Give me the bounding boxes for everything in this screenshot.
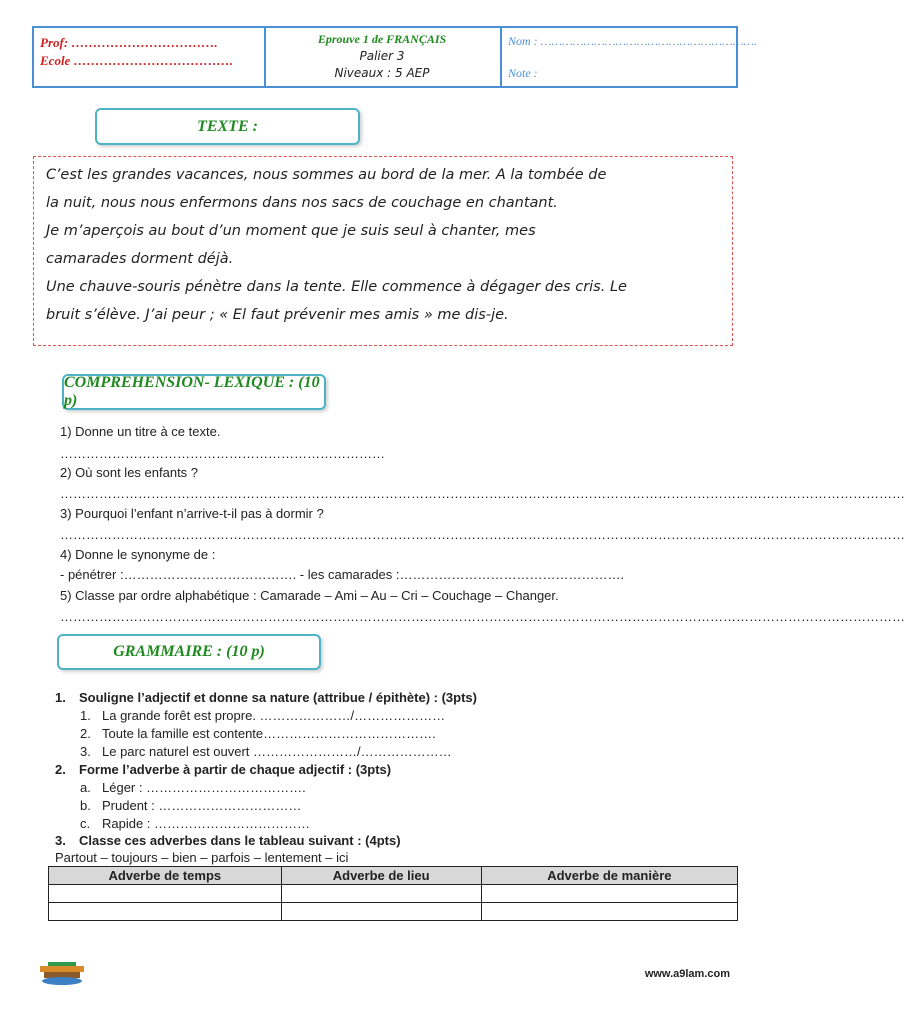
adverb-word-list: Partout – toujours – bien – parfois – lentement – ici xyxy=(55,850,349,865)
note-field[interactable]: Note : xyxy=(508,66,538,80)
exercise-3-number: 3. xyxy=(55,833,66,848)
question-2: 2) Où sont les enfants ? xyxy=(60,465,199,480)
ex2-item[interactable]: Léger : ………………………………. xyxy=(102,780,306,795)
text-line: bruit s’élève. J’ai peur ; « El faut prévenir mes amis » me dis-je. xyxy=(46,307,509,323)
table-row xyxy=(49,903,738,921)
ex2-item-letter: a. xyxy=(80,780,91,795)
ex1-item[interactable]: Toute la famille est contente…………………………………. xyxy=(102,726,436,741)
header-temps: Adverbe de temps xyxy=(49,867,282,885)
answer-line-2[interactable]: …………………………………………………………………………………………………………………………………………………………………………… xyxy=(60,486,905,501)
ex2-item-letter: c. xyxy=(80,816,91,831)
exercise-1-instruction: Souligne l’adjectif et donne sa nature (attribue / épithète) : (3pts) xyxy=(79,690,477,705)
site-url[interactable]: www.a9lam.com xyxy=(644,968,730,980)
text-line: C’est les grandes vacances, nous sommes au bord de la mer. A la tombée de xyxy=(46,167,607,183)
table-cell[interactable] xyxy=(49,885,282,903)
grammaire-title: GRAMMAIRE : (10 p) xyxy=(113,643,265,660)
ecole-field[interactable]: Ecole ………………………………. xyxy=(40,53,233,68)
exercise-2-instruction: Forme l’adverbe à partir de chaque adjectif : (3pts) xyxy=(79,762,392,777)
grammaire-title-box xyxy=(57,634,321,670)
table-cell[interactable] xyxy=(481,885,737,903)
answer-line-1[interactable]: ………………………………………………………………… xyxy=(60,446,385,461)
table-cell[interactable] xyxy=(49,903,282,921)
question-1: 1) Donne un titre à ce texte. xyxy=(60,424,221,439)
header-lieu: Adverbe de lieu xyxy=(281,867,481,885)
table-cell[interactable] xyxy=(281,903,481,921)
header-maniere: Adverbe de manière xyxy=(481,867,737,885)
table-cell[interactable] xyxy=(481,903,737,921)
nom-cell xyxy=(502,28,758,86)
table-row xyxy=(49,885,738,903)
comprehension-title: COMPREHENSION- LEXIQUE : (10 p) xyxy=(64,374,320,409)
ex1-item-number: 3. xyxy=(80,744,91,759)
exercise-1-number: 1. xyxy=(55,690,66,705)
exercise-3-instruction: Classe ces adverbes dans le tableau suivant : (4pts) xyxy=(79,833,401,848)
table-header-row xyxy=(49,867,738,885)
reading-text-box xyxy=(33,156,733,346)
prof-cell xyxy=(34,28,266,86)
ex1-item-number: 2. xyxy=(80,726,91,741)
adverb-table xyxy=(48,866,738,921)
text-line: camarades dorment déjà. xyxy=(46,251,234,267)
header-table xyxy=(32,26,758,88)
comprehension-title-box xyxy=(62,374,326,410)
question-3: 3) Pourquoi l’enfant n’arrive-t-il pas à dormir ? xyxy=(60,506,324,521)
answer-line-3[interactable]: …………………………………………………………………………………………………………………………………………………………………………… xyxy=(60,527,905,542)
nom-field[interactable]: Nom : ……………………………………………………. xyxy=(508,34,758,48)
ex2-item[interactable]: Prudent : …………………………… xyxy=(102,798,302,813)
synonym-line[interactable]: - pénétrer :…………………………………. - les camarades :……………………………………………. xyxy=(60,567,625,582)
niveau-label: Niveaux : 5 AEP xyxy=(334,66,430,80)
table-cell[interactable] xyxy=(281,885,481,903)
text-line: Une chauve-souris pénètre dans la tente. Elle commence à dégager des cris. Le xyxy=(46,279,627,295)
texte-title-box xyxy=(95,108,360,145)
ex1-item[interactable]: La grande forêt est propre. …………………/………………… xyxy=(102,708,446,723)
ex2-item[interactable]: Rapide : ……………………………… xyxy=(102,816,311,831)
text-line: la nuit, nous nous enfermons dans nos sacs de couchage en chantant. xyxy=(46,195,558,211)
ex2-item-letter: b. xyxy=(80,798,91,813)
ex1-item[interactable]: Le parc naturel est ouvert ……………………/………………… xyxy=(102,744,452,759)
exercise-2-number: 2. xyxy=(55,762,66,777)
exam-title: Eprouve 1 de FRANÇAIS xyxy=(317,32,447,46)
prof-field[interactable]: Prof: ……………………………. xyxy=(40,35,218,50)
site-logo-icon xyxy=(38,960,86,988)
question-4: 4) Donne le synonyme de : xyxy=(60,547,216,562)
ex1-item-number: 1. xyxy=(80,708,91,723)
exam-cell xyxy=(266,28,502,86)
text-line: Je m’aperçois au bout d’un moment que je suis seul à chanter, mes xyxy=(46,223,536,239)
texte-title: TEXTE : xyxy=(197,117,258,135)
question-5: 5) Classe par ordre alphabétique : Camarade – Ami – Au – Cri – Couchage – Changer. xyxy=(60,588,559,603)
palier-label: Palier 3 xyxy=(359,49,405,63)
answer-line-5[interactable]: …………………………………………………………………………………………………………………………………………………………………………… xyxy=(60,609,905,624)
